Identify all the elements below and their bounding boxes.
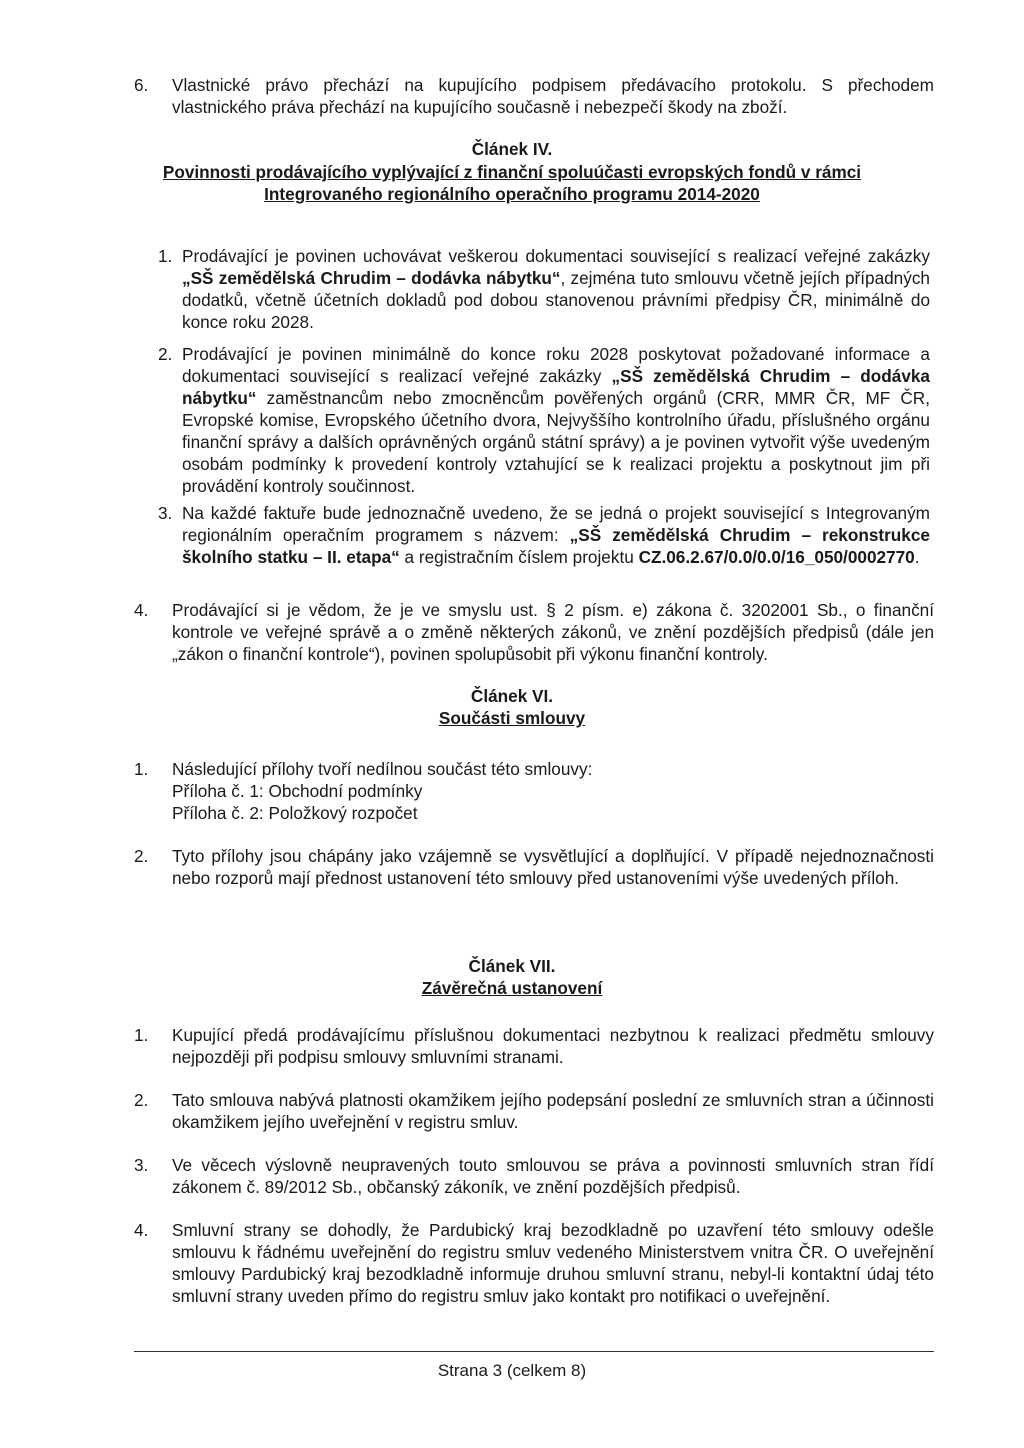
text-part: Prodávající je povinen minimálně do konce roku 2028 poskytovat požadované informace a dokumentaci související s realizací veřejné zakázky	[182, 344, 930, 386]
paragraph-number: 2.	[134, 1090, 149, 1110]
article-vii-paragraph-2	[134, 1089, 934, 1133]
text-part: Prodávající je povinen uchovávat veškerou dokumentaci související s realizací veřejné zakázky	[182, 246, 930, 266]
paragraph-text: Ve věcech výslovně neupravených touto smlouvou se práva a povinnosti smluvních stran řídí zákonem č. 89/2012 Sb., občanský zákoník, ve znění pozdějších předpisů.	[172, 1155, 934, 1197]
item-number: 6.	[134, 75, 149, 95]
contract-name: „SŠ zemědělská Chrudim – dodávka nábytku“	[182, 268, 561, 288]
article-vii-paragraph-3	[134, 1154, 934, 1198]
footer-divider	[134, 1351, 934, 1352]
article-iv-paragraph-4	[134, 599, 934, 665]
paragraph-number: 1.	[134, 759, 149, 779]
text-part: , zejména tuto smlouvu včetně jejích případných dodatků, včetně účetních dokladů pod dobou stanovenou právními předpisy ČR, minimálně do konce roku 2028.	[182, 268, 930, 332]
paragraph-number: 2.	[134, 846, 149, 866]
paragraph-text	[172, 758, 934, 824]
paragraph-text: Tyto přílohy jsou chápány jako vzájemně se vysvětlující a doplňující. V případě nejednoznačnosti nebo rozporů mají přednost ustanovení této smlouvy před ustanoveními výše uvedených příloh.	[172, 846, 934, 888]
paragraph-number: 1.	[134, 1025, 149, 1045]
item-text: Vlastnické právo přechází na kupujícího podpisem předávacího protokolu. S přechodem vlastnického práva přechází na kupujícího současně i nebezpečí škody na zboží.	[172, 75, 934, 117]
paragraph-number: 1.	[158, 246, 173, 266]
project-name: „SŠ zemědělská Chrudim – rekonstrukce školního statku – II. etapa“	[182, 525, 930, 567]
article-iv-title-line1: Povinnosti prodávajícího vyplývající z finanční spoluúčasti evropských fondů v rámci	[162, 162, 862, 182]
annex-item: Příloha č. 2: Položkový rozpočet	[172, 803, 418, 823]
text-part: a registračním číslem projektu	[399, 547, 639, 567]
paragraph-text: Prodávající si je vědom, že je ve smyslu ust. § 2 písm. e) zákona č. 3202001 Sb., o finanční kontrole ve veřejné správě a o změně některých zákonů, ve znění pozdějších předpisů (dále jen „zákon o finanční kontrole“), povinen spolupůsobit při výkonu finanční kontroly.	[172, 600, 934, 664]
article-item-6	[134, 74, 934, 118]
paragraph-number: 4.	[134, 600, 149, 620]
article-vi-paragraph-2	[134, 845, 934, 889]
page-number: Strana 3 (celkem 8)	[437, 1361, 587, 1380]
article-iv-title-line2: Integrovaného regionálního operačního programu 2014-2020	[264, 184, 760, 204]
article-vii-paragraph-4	[134, 1219, 934, 1307]
article-iv-paragraph-3	[158, 502, 930, 568]
text-part: Na každé faktuře bude jednoznačně uvedeno, že se jedná o projekt související s Integrovaným regionálním operačním programem s názvem:	[182, 503, 930, 545]
article-vii-heading: Článek VII.	[468, 956, 556, 976]
paragraph-number: 3.	[134, 1155, 149, 1175]
paragraph-number: 4.	[134, 1220, 149, 1240]
article-vi-heading: Článek VI.	[470, 686, 554, 706]
article-vi-paragraph-1	[134, 758, 934, 824]
article-vii-title: Závěrečná ustanovení	[421, 978, 603, 998]
contract-name: „SŠ zemědělská Chrudim – dodávka nábytku“	[182, 366, 930, 408]
paragraph-text: Tato smlouva nabývá platnosti okamžikem jejího podepsání poslední ze smluvních stran a účinnosti okamžikem jejího uveřejnění v registru smluv.	[172, 1090, 934, 1132]
paragraph-text: Kupující předá prodávajícímu příslušnou dokumentaci nezbytnou k realizaci předmětu smlouvy nejpozději při podpisu smlouvy smluvními stranami.	[172, 1025, 934, 1067]
article-iv-heading: Článek IV.	[471, 139, 553, 159]
registration-number: CZ.06.2.67/0.0/0.0/16_050/0002770	[638, 547, 915, 567]
article-iv-paragraph-2	[158, 343, 930, 497]
article-iv-paragraph-1	[158, 245, 930, 333]
article-vi-title: Součásti smlouvy	[438, 708, 586, 728]
text-part: zaměstnancům nebo zmocněncům pověřených orgánů (CRR, MMR ČR, MF ČR, Evropské komise, Evropského účetního dvora, Nejvyššího kontrolního úřadu, příslušného orgánu finanční správy a dalších oprávněných orgánů státní správy) a je povinen vytvořit výše uvedeným osobám podmínky k provedení kontroly vztahující se k realizaci projektu a poskytnout jim při provádění kontroly součinnost.	[182, 388, 930, 496]
paragraph-text: Smluvní strany se dohodly, že Pardubický kraj bezodkladně po uzavření této smlouvy odešle smlouvu k řádnému uveřejnění do registru smluv vedeného Ministerstvem vnitra ČR. O uveřejnění smlouvy Pardubický kraj bezodkladně informuje druhou smluvní stranu, nebyl-li kontaktní údaj této smluvní strany uveden přímo do registru smluv jako kontakt pro notifikaci o uveřejnění.	[172, 1220, 934, 1306]
annex-intro: Následující přílohy tvoří nedílnou součást této smlouvy:	[172, 759, 593, 779]
paragraph-number: 3.	[158, 503, 173, 523]
paragraph-text	[182, 502, 930, 568]
text-part: .	[914, 547, 920, 567]
annex-item: Příloha č. 1: Obchodní podmínky	[172, 781, 423, 801]
paragraph-text	[182, 245, 930, 333]
paragraph-number: 2.	[158, 344, 173, 364]
paragraph-text	[182, 343, 930, 497]
article-vii-paragraph-1	[134, 1024, 934, 1068]
